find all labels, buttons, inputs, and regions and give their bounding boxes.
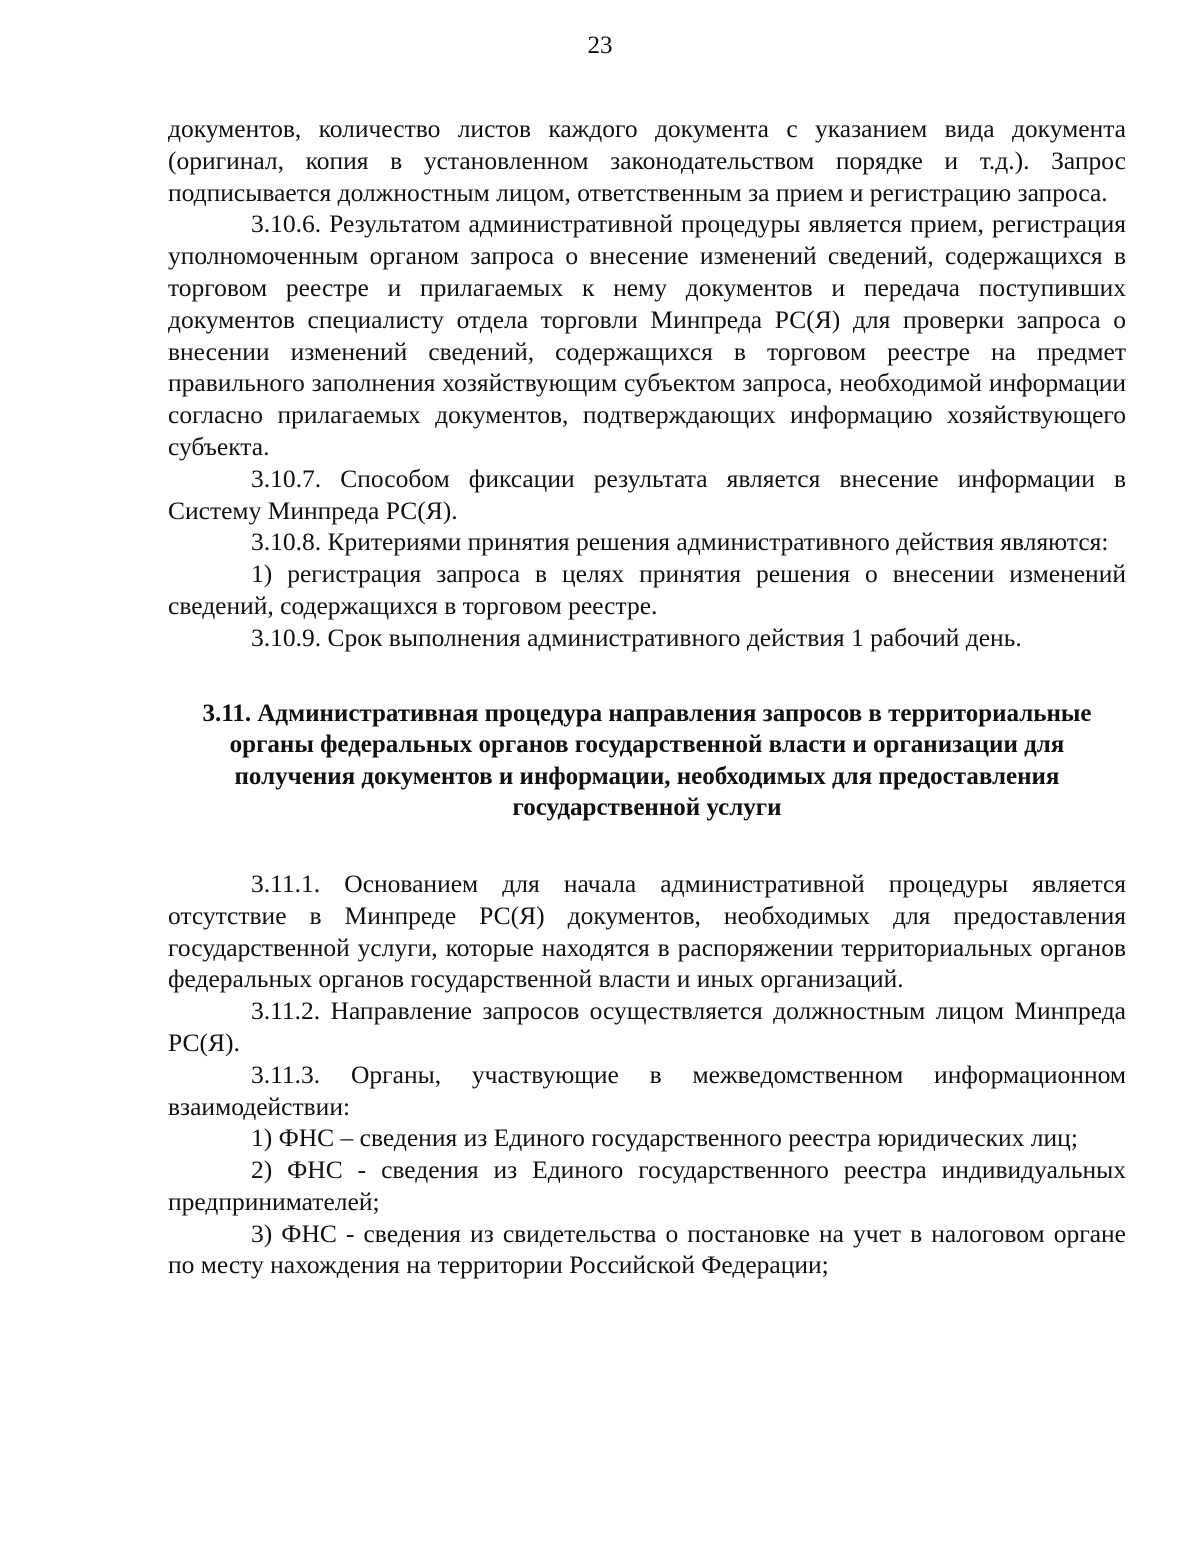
- paragraph: 3.10.8. Критериями принятия решения административного действия являются:: [251, 527, 1109, 557]
- paragraph: документов, количество листов каждого документа с указанием вида документа (оригинал, копия в установленном законодательством порядке и т.д.). Запрос подписывается должностным лицом, ответственным за прием и регистрацию запроса.: [168, 114, 1126, 207]
- page-number: 23: [587, 32, 613, 59]
- paragraph: 3.10.6. Результатом административной процедуры является прием, регистрация уполномоченным органом запроса о внесение изменений сведений, содержащихся в торговом реестре и прилагаемых к нему документов и передача поступивших документов специалисту отдела торговли Минпреда РС(Я) для проверки запроса о внесении изменений сведений, содержащихся в торговом реестре на предмет правильного заполнения хозяйствующим субъектом запроса, необходимой информации согласно прилагаемых документов, подтверждающих информацию хозяйствующего субъекта.: [168, 209, 1126, 461]
- paragraph: 3.10.7. Способом фиксации результата является внесение информации в Систему Минпреда РС(Я).: [168, 463, 1126, 525]
- list-item: 1) ФНС – сведения из Единого государственного реестра юридических лиц;: [251, 1123, 1078, 1153]
- paragraph: 3.11.1. Основанием для начала административной процедуры является отсутствие в Минпреде РС(Я) документов, необходимых для предоставления государственной услуги, которые находятся в распоряжении территориальных органов федеральных органов государственной власти и иных организаций.: [168, 868, 1126, 994]
- paragraph: 3.11.2. Направление запросов осуществляется должностным лицом Минпреда РС(Я).: [168, 996, 1126, 1057]
- paragraph: 3.10.9. Срок выполнения административного действия 1 рабочий день.: [251, 622, 1022, 652]
- paragraph: 3.11.3. Органы, участвующие в межведомственном информационном взаимодействии:: [168, 1059, 1126, 1121]
- list-item: 3) ФНС - сведения из свидетельства о постановке на учет в налоговом органе по месту нахождения на территории Российской Федерации;: [168, 1218, 1126, 1280]
- document-body: [168, 113, 1126, 1281]
- paragraph: 1) регистрация запроса в целях принятия решения о внесении изменений сведений, содержащихся в торговом реестре.: [168, 559, 1126, 620]
- section-heading: 3.11. Административная процедура направления запросов в территориальные органы федеральных органов государственной власти и организации для получения документов и информации, необходимых для предоставления государственной услуги: [202, 699, 1092, 822]
- list-item: 2) ФНС - сведения из Единого государственного реестра индивидуальных предпринимателей;: [168, 1155, 1126, 1216]
